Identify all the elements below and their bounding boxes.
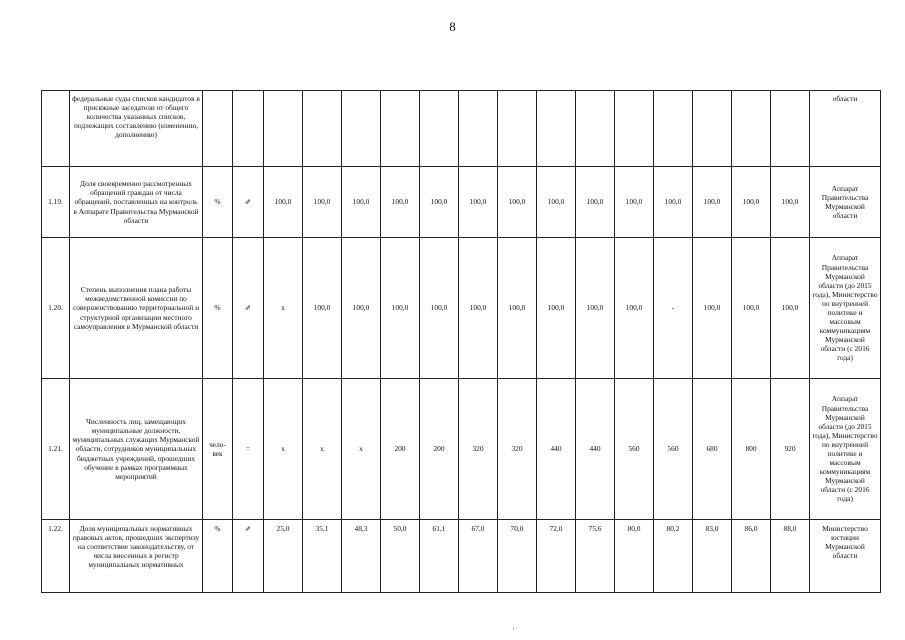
indicator-name: Степень выполнения плана работы межведомственной комиссии по совершенствованию территориальной и структурной организации местного самоуправления в Мурманской области <box>70 238 203 379</box>
value-cell: 100,0 <box>303 167 342 238</box>
row-number: 1.19. <box>42 167 70 238</box>
value-cell: 100,0 <box>342 238 381 379</box>
value-cell <box>498 91 537 167</box>
value-cell: 80,0 <box>615 520 654 593</box>
value-cell: 100,0 <box>537 238 576 379</box>
value-cell: 88,0 <box>771 520 810 593</box>
value-cell: 440 <box>537 379 576 520</box>
value-cell: 100,0 <box>732 167 771 238</box>
value-cell: 100,0 <box>420 238 459 379</box>
value-cell: 100,0 <box>771 238 810 379</box>
value-cell: 100,0 <box>732 238 771 379</box>
unit-cell <box>203 91 233 167</box>
value-cell: 83,0 <box>693 520 732 593</box>
trend-arrow-icon: ⇗ <box>233 167 264 238</box>
value-cell: 61,1 <box>420 520 459 593</box>
value-cell: 50,0 <box>381 520 420 593</box>
value-cell: 70,0 <box>498 520 537 593</box>
value-cell: 560 <box>615 379 654 520</box>
scan-speck <box>513 628 514 629</box>
value-cell: 920 <box>771 379 810 520</box>
executor-cell: области <box>810 91 881 167</box>
value-cell: х <box>264 379 303 520</box>
value-cell <box>654 91 693 167</box>
value-cell: х <box>303 379 342 520</box>
row-number: 1.21. <box>42 379 70 520</box>
value-cell: 100,0 <box>537 167 576 238</box>
value-cell: 100,0 <box>576 167 615 238</box>
value-cell: 35,1 <box>303 520 342 593</box>
value-cell <box>576 91 615 167</box>
value-cell: 100,0 <box>264 167 303 238</box>
value-cell: 100,0 <box>459 167 498 238</box>
unit-cell: % <box>203 520 233 593</box>
value-cell: 100,0 <box>615 167 654 238</box>
value-cell <box>264 91 303 167</box>
value-cell: 320 <box>459 379 498 520</box>
value-cell: 100,0 <box>420 167 459 238</box>
trend-arrow-icon: ⇗ <box>233 520 264 593</box>
value-cell: 100,0 <box>498 238 537 379</box>
value-cell <box>615 91 654 167</box>
value-cell: 100,0 <box>381 238 420 379</box>
value-cell <box>732 91 771 167</box>
value-cell: 440 <box>576 379 615 520</box>
row-number: 1.22. <box>42 520 70 593</box>
value-cell <box>537 91 576 167</box>
value-cell: х <box>264 238 303 379</box>
value-cell: 86,0 <box>732 520 771 593</box>
value-cell: х <box>342 379 381 520</box>
value-cell <box>693 91 732 167</box>
value-cell: 100,0 <box>498 167 537 238</box>
unit-cell: % <box>203 167 233 238</box>
indicator-name: Численность лиц, замещающих муниципальные должности, муниципальных служащих Мурманской области, сотрудников муниципальных бюджетных учреждений, прошедших обучение в рамках программных мероприятий <box>70 379 203 520</box>
value-cell: 320 <box>498 379 537 520</box>
unit-cell: % <box>203 238 233 379</box>
trend-arrow-icon: ⇗ <box>233 238 264 379</box>
page-number: 8 <box>449 19 456 34</box>
value-cell: 75,6 <box>576 520 615 593</box>
executor-cell: Аппарат Правительства Мурманской области (до 2015 года), Министерство по внутренней политике и массовым коммуникациям Мурманской области (с 2016 года) <box>810 379 881 520</box>
value-cell: 100,0 <box>303 238 342 379</box>
value-cell <box>771 91 810 167</box>
table-row <box>42 167 881 238</box>
table-row <box>42 379 881 520</box>
trend-arrow-icon: = <box>233 379 264 520</box>
row-number <box>42 91 70 167</box>
value-cell: 100,0 <box>654 167 693 238</box>
value-cell: 100,0 <box>615 238 654 379</box>
value-cell: - <box>654 238 693 379</box>
value-cell: 72,0 <box>537 520 576 593</box>
value-cell <box>303 91 342 167</box>
value-cell: 100,0 <box>771 167 810 238</box>
indicator-name: федеральные суды списков кандидатов в присяжные заседатели от общего количества указанных списков, подлежащих составлению (изменению, дополнению) <box>70 91 203 167</box>
value-cell <box>381 91 420 167</box>
value-cell: 560 <box>654 379 693 520</box>
table-row <box>42 238 881 379</box>
value-cell: 100,0 <box>693 167 732 238</box>
unit-cell: чело-век <box>203 379 233 520</box>
value-cell: 48,3 <box>342 520 381 593</box>
indicator-name: Доля муниципальных нормативных правовых актов, прошедших экспертизу на соответствие законодательству, от числа внесенных в регистр муниципальных нормативных <box>70 520 203 593</box>
indicator-name: Доля своевременно рассмотренных обращений граждан от числа обращений, поставленных на контроль в Аппарате Правительства Мурманской области <box>70 167 203 238</box>
value-cell: 200 <box>420 379 459 520</box>
value-cell: 800 <box>732 379 771 520</box>
value-cell: 80,2 <box>654 520 693 593</box>
value-cell <box>420 91 459 167</box>
value-cell: 67,0 <box>459 520 498 593</box>
executor-cell: Министерство юстиции Мурманской области <box>810 520 881 593</box>
value-cell: 25,0 <box>264 520 303 593</box>
table-row <box>42 91 881 167</box>
executor-cell: Аппарат Правительства Мурманской области <box>810 167 881 238</box>
value-cell: 200 <box>381 379 420 520</box>
executor-cell: Аппарат Правительства Мурманской области (до 2015 года), Министерство по внутренней политике и массовым коммуникациям Мурманской области (с 2016 года) <box>810 238 881 379</box>
value-cell: 100,0 <box>576 238 615 379</box>
trend-arrow-icon <box>233 91 264 167</box>
value-cell: 100,0 <box>342 167 381 238</box>
value-cell: 100,0 <box>693 238 732 379</box>
table-row <box>42 520 881 593</box>
value-cell: 100,0 <box>459 238 498 379</box>
value-cell <box>342 91 381 167</box>
value-cell: 680 <box>693 379 732 520</box>
indicators-table <box>41 90 881 593</box>
value-cell: 100,0 <box>381 167 420 238</box>
row-number: 1.20. <box>42 238 70 379</box>
value-cell <box>459 91 498 167</box>
